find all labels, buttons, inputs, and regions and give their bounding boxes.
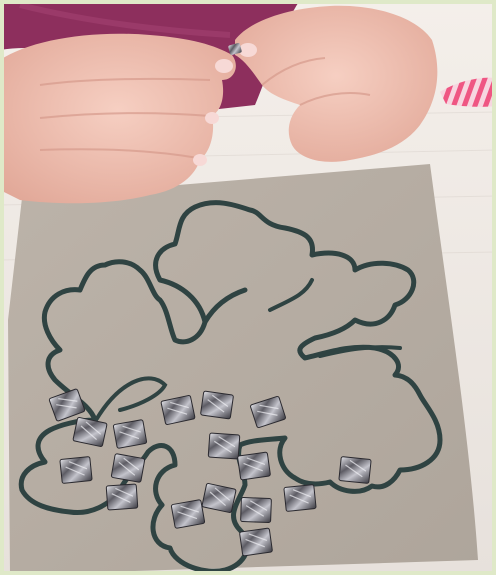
foil-square (200, 391, 233, 419)
foil-square (111, 454, 145, 483)
foil-square (239, 528, 272, 556)
foil-square (171, 500, 205, 529)
foil-square (208, 433, 240, 459)
foil-square (106, 484, 138, 510)
foil-square (339, 456, 371, 483)
foil-square (60, 456, 92, 483)
foil-square (113, 420, 147, 449)
foil-square (284, 484, 316, 511)
foil-square (237, 452, 270, 480)
